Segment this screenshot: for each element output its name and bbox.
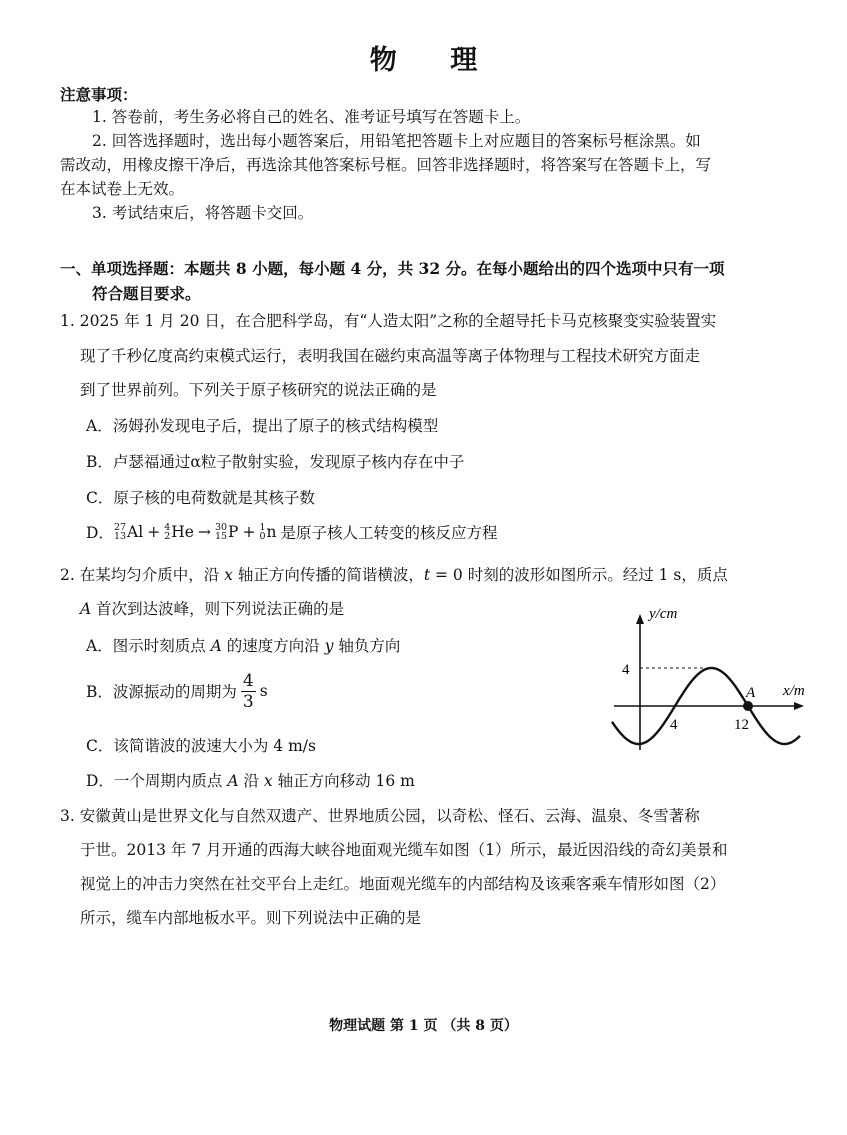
q1-option-d-text: 是原子核人工转变的核反应方程 (280, 524, 498, 542)
point-a-marker (743, 701, 753, 711)
plus-sign-2: + (242, 523, 256, 541)
n-nuclide-numbers: 1 0 (259, 522, 266, 542)
x-tick-12: 12 (734, 717, 749, 733)
y-axis-label: y/cm (649, 606, 678, 622)
q2-stem-line2: A 首次到达波峰，则下列说法正确的是 (80, 600, 345, 618)
q1-option-a[interactable]: A．汤姆孙发现电子后，提出了原子的核式结构模型 (86, 417, 439, 435)
q1-stem-line2: 现了千秒亿度高约束模式运行，表明我国在磁约束高温等离子体物理与工程技术研究方面走 (80, 347, 701, 365)
q2-stem-line1: 2. 在某均匀介质中，沿 x 轴正方向传播的简谐横波，t = 0 时刻的波形如图所示。经过 1 s，质点 (60, 566, 728, 584)
plus-sign-1: + (147, 523, 161, 541)
al-nuclide-numbers: 27 13 (113, 522, 127, 542)
period-fraction: $\frac{4}{3}$ (242, 670, 254, 712)
q3-stem-line3: 视觉上的冲击力突然在社交平台上走红。地面观光缆车的内部结构及该乘客乘车情形如图（2） (80, 875, 726, 893)
notice-heading: 注意事项： (60, 85, 138, 104)
he-symbol: He (171, 523, 194, 541)
page-footer: 物理试题 第 1 页 （共 8 页） (329, 1018, 518, 1034)
notice-2: 2. 回答选择题时，选出每小题答案后，用铅笔把答题卡上对应题目的答案标号框涂黑。如 (92, 132, 701, 150)
notice-1: 1. 答卷前，考生务必将自己的姓名、准考证号填写在答题卡上。 (92, 108, 531, 126)
notice-2-cont: 需改动，用橡皮擦干净后，再选涂其他答案标号框。回答非选择题时，将答案写在答题卡上，写 (60, 156, 712, 174)
q1-option-c[interactable]: C．原子核的电荷数就是其核子数 (86, 489, 315, 507)
al-symbol: Al (127, 523, 144, 541)
notice-2-end: 在本试卷上无效。 (60, 180, 185, 198)
y-axis-arrow (636, 614, 644, 624)
q1-option-d-label: D． (86, 524, 114, 542)
wave-graph (600, 606, 820, 756)
q1-stem-line3: 到了世界前列。下列关于原子核研究的说法正确的是 (80, 381, 437, 399)
p-symbol: P (228, 523, 239, 541)
q3-stem-line4: 所示，缆车内部地板水平。则下列说法中正确的是 (80, 909, 422, 927)
q3-stem-line2: 于世。2013 年 7 月开通的西海大峡谷地面观光缆车如图（1）所示，最近因沿线的奇幻美景和 (80, 841, 728, 859)
x-tick-4: 4 (670, 717, 678, 733)
he-nuclide-numbers: 4 2 (164, 522, 171, 542)
section-heading: 一、单项选择题：本题共 8 小题，每小题 4 分，共 32 分。在每小题给出的四个选项中只有一项 (60, 259, 725, 278)
q2-option-d[interactable]: D．一个周期内质点 A 沿 x 轴正方向移动 16 m (86, 772, 415, 790)
q1-option-d[interactable] (86, 516, 498, 548)
q2-option-a[interactable]: A．图示时刻质点 A 的速度方向沿 y 轴负方向 (86, 637, 401, 655)
q1-stem-line1: 1. 2025 年 1 月 20 日，在合肥科学岛，有“人造太阳”之称的全超导托卡马克核聚变实验装置实 (60, 312, 717, 330)
section-heading-cont: 符合题目要求。 (92, 284, 201, 303)
q1-option-b[interactable]: B．卢瑟福通过α粒子散射实验，发现原子核内存在中子 (86, 453, 465, 471)
x-axis-label: x/m (783, 683, 805, 699)
q2-option-c[interactable]: C．该简谐波的波速大小为 4 m/s (86, 737, 316, 755)
q3-stem-line1: 3. 安徽黄山是世界文化与自然双遗产、世界地质公园，以奇松、怪石、云海、温泉、冬雪著称 (60, 807, 700, 825)
p-nuclide-numbers: 30 15 (214, 522, 228, 542)
notice-3: 3. 考试结束后，将答题卡交回。 (92, 204, 314, 222)
reaction-arrow: → (197, 523, 211, 541)
page-title: 物 理 (369, 45, 500, 76)
x-axis-arrow (794, 702, 804, 710)
y-tick-4: 4 (622, 662, 630, 678)
n-symbol: n (266, 523, 277, 541)
point-a-label: A (746, 685, 756, 701)
q2-option-b[interactable]: B．波源振动的周期为 $\frac{4}{3}$ s (86, 670, 268, 712)
